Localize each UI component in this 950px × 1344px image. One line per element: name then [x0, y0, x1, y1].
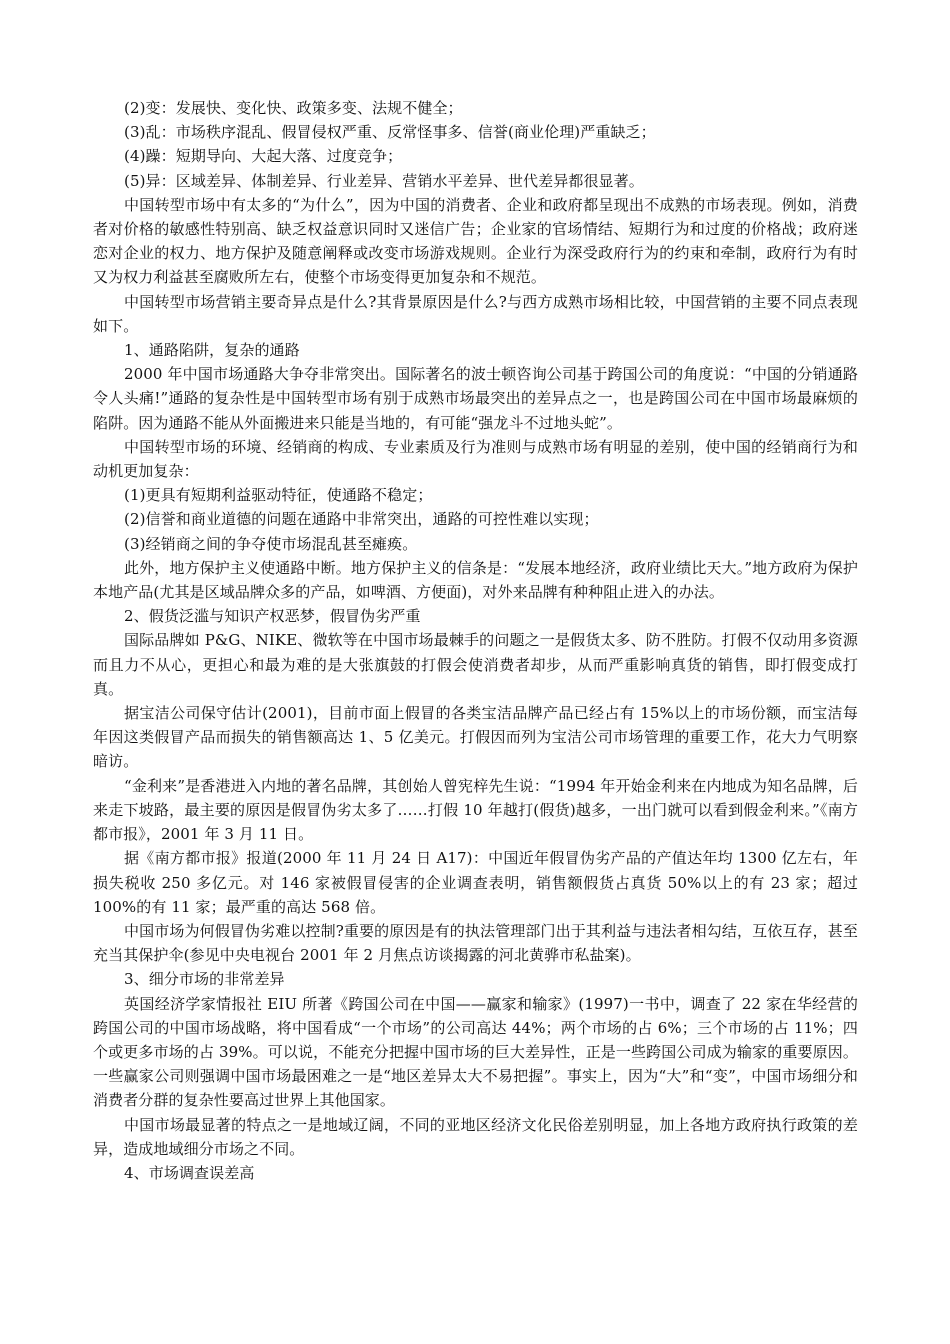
- list-item-change: (2)变：发展快、变化快、政策多变、法规不健全；: [124, 99, 463, 117]
- paragraph-international-brands: 国际品牌如 P&G、NIKE、微软等在中国市场最棘手的问题之一是假货太多、防不胜防。打假不仅动用多资源而且力不从心，更担心和最为难的是大张旗鼓的打假会使消费者却步，从而严重影响真货的销售，即打假变成打真。: [93, 631, 858, 698]
- paragraph-local-protection: 此外，地方保护主义使通路中断。地方保护主义的信条是：“发展本地经济，政府业绩比天大。”地方政府为保护本地产品(尤其是区域品牌众多的产品，如啤酒、方便面)，对外来品牌有种种阻止进入的办法。: [93, 558, 858, 602]
- paragraph-why-counterfeit: 中国市场为何假冒伪劣难以控制?重要的原因是有的执法管理部门出于其利益与违法者相勾结，互依互存，甚至充当其保护伞(参见中央电视台 2001 年 2 月焦点访谈揭露的河北黄骅市私盐案)。: [93, 921, 858, 965]
- list-item-impetuous: (4)躁：短期导向、大起大落、过度竞争；: [124, 147, 403, 166]
- paragraph-dealer-behavior: 中国转型市场的环境、经销商的构成、专业素质及行为准则与成熟市场有明显的差别，使中国的经销商行为和动机更加复杂：: [93, 437, 858, 481]
- paragraph-channel-2000: 2000 年中国市场通路大争夺非常突出。国际著名的波士顿咨询公司基于跨国公司的角度说：“中国的分销通路令人头痛!”通路的复杂性是中国转型市场有别于成熟市场最突出的差异点之一，也是跨国公司在中国市场最麻烦的陷阱。因为通路不能从外面搬进来只能是当地的，有可能“强龙斗不过地头蛇”。: [93, 365, 858, 432]
- paragraph-why: 中国转型市场中有太多的“为什么”，因为中国的消费者、企业和政府都呈现出不成熟的市场表现。例如，消费者对价格的敏感性特别高、缺乏权益意识同时又迷信广告；企业家的官场情结、短期行为和过度的价格战；政府迷恋对企业的权力、地方保护及随意阐释或改变市场游戏规则。企业行为深受政府行为的约束和牵制，政府行为有时又为权力利益甚至腐败所左右，使整个市场变得更加复杂和不规范。: [93, 195, 858, 287]
- list-item-competition: (3)经销商之间的争夺使市场混乱甚至瘫痪。: [124, 534, 418, 553]
- paragraph-eiu-study: 英国经济学家情报社 EIU 所著《跨国公司在中国——赢家和输家》(1997)一书中，调查了 22 家在华经营的跨国公司的中国市场战略，将中国看成“一个市场”的公司高达 44%；两个市场的占 6%；三个市场的占 11%；四个或更多市场的占 39%。可以说，不能充分把握中国市场的巨大差异性，正是一些跨国公司成为输家的重要原因。一些赢家公司则强调中国市场最困难之一是“地区差异太大不易把握”。事实上，因为“大”和“变”，中国市场细分和消费者分群的复杂性要高过世界上其他国家。: [93, 994, 858, 1110]
- list-item-difference: (5)异：区域差异、体制差异、行业差异、营销水平差异、世代差异都很显著。: [124, 171, 644, 190]
- paragraph-goldlion: “金利来”是香港进入内地的著名品牌，其创始人曾宪梓先生说：“1994 年开始金利来在内地成为知名品牌，后来走下坡路，最主要的原因是假冒伪劣太多了……打假 10 年越打(假货)越多，一出门就可以看到假金利来。”《南方都市报》，2001 年 3 月 11 日。: [93, 776, 858, 844]
- paragraph-regional-differences: 中国市场最显著的特点之一是地域辽阔，不同的亚地区经济文化民俗差别明显，加上各地方政府执行政策的差异，造成地域细分市场之不同。: [93, 1115, 858, 1158]
- list-item-short-term: (1)更具有短期利益驱动特征，使通路不稳定；: [124, 486, 433, 505]
- list-item-chaos: (3)乱：市场秩序混乱、假冒侵权严重、反常怪事多、信誉(商业伦理)严重缺乏；: [124, 123, 656, 142]
- paragraph-pg-estimate: 据宝洁公司保守估计(2001)，目前市面上假冒的各类宝洁品牌产品已经占有 15%以上的市场份额，而宝洁每年因这类假冒产品而损失的销售额高达 1、5 亿美元。打假因而列为宝洁公司市场管理的重要工作，花大力气明察暗访。: [93, 704, 858, 771]
- section-heading-channel: 1、通路陷阱，复杂的通路: [124, 341, 300, 360]
- paragraph-southern-metropolis: 据《南方都市报》报道(2000 年 11 月 24 日 A17)：中国近年假冒伪劣产品的产值达年均 1300 亿左右，年损失税收 250 多亿元。对 146 家被假冒侵害的企业调查表明，销售额假货占真货 50%以上的有 23 家；超过 100%的有 11 家；最严重的高达 568 倍。: [93, 849, 858, 916]
- section-heading-segments: 3、细分市场的非常差异: [124, 970, 285, 989]
- paragraph-intro-questions: 中国转型市场营销主要奇异点是什么?其背景原因是什么?与西方成熟市场相比较，中国营销的主要不同点表现如下。: [93, 292, 858, 335]
- section-heading-counterfeit: 2、假货泛滥与知识产权恶梦，假冒伪劣严重: [124, 607, 421, 626]
- list-item-credibility: (2)信誉和商业道德的问题在通路中非常突出，通路的可控性难以实现；: [124, 510, 599, 529]
- document-body: [93, 96, 858, 1185]
- section-heading-research-error: 4、市场调查误差高: [124, 1163, 255, 1182]
